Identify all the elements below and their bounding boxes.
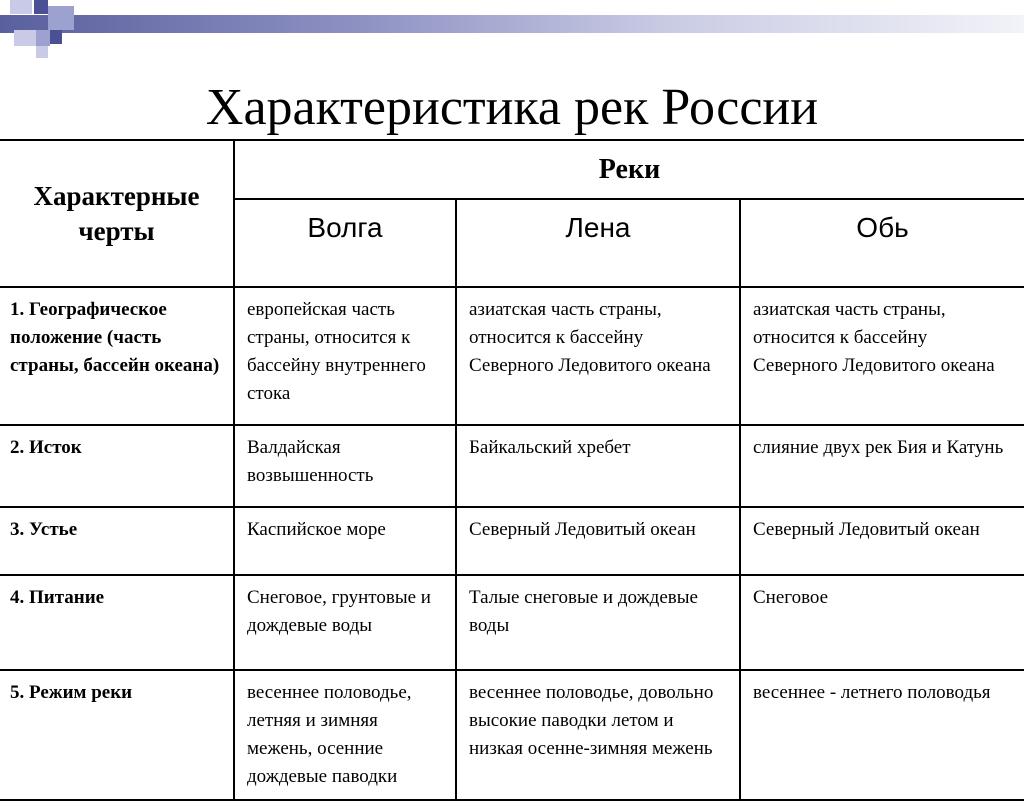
cell-ob-feeding: Снеговое: [740, 575, 1024, 670]
cell-volga-regime: весеннее половодье, летняя и зимняя межень, осенние дождевые паводки: [234, 670, 456, 800]
decor-square: [36, 30, 50, 46]
decor-square: [50, 30, 62, 44]
cell-lena-source: Байкальский хребет: [456, 425, 740, 507]
page-title: Характеристика рек России: [205, 79, 819, 136]
table-row: [0, 670, 1024, 800]
cell-volga-source: Валдайская возвышенность: [234, 425, 456, 507]
decor-gradient-bar: [0, 15, 1024, 33]
header-ob: Обь: [740, 199, 1024, 287]
table-row: [0, 575, 1024, 670]
cell-lena-regime: весеннее половодье, довольно высокие паводки летом и низкая осенне-зимняя межень: [456, 670, 740, 800]
decor-square: [36, 46, 48, 58]
decor-square: [48, 6, 74, 30]
cell-ob-geo: азиатская часть страны, относится к бассейну Северного Ледовитого океана: [740, 287, 1024, 425]
cell-ob-mouth: Северный Ледовитый океан: [740, 507, 1024, 575]
cell-lena-feeding: Талые снеговые и дождевые воды: [456, 575, 740, 670]
cell-volga-geo: европейская часть страны, относится к бассейну внутреннего стока: [234, 287, 456, 425]
row-label-regime: 5. Режим реки: [0, 670, 234, 800]
row-label-geo: 1. Географическое положение (часть страны, бассейн океана): [0, 287, 234, 425]
header-rivers: Реки: [234, 140, 1024, 199]
cell-volga-feeding: Снеговое, грунтовые и дождевые воды: [234, 575, 456, 670]
table-row: [0, 425, 1024, 507]
rivers-table: [0, 139, 1024, 801]
header-feature: Характерные черты: [0, 140, 234, 287]
decor-square: [14, 30, 36, 46]
cell-lena-mouth: Северный Ледовитый океан: [456, 507, 740, 575]
header-lena: Лена: [456, 199, 740, 287]
row-label-mouth: 3. Устье: [0, 507, 234, 575]
decor-square: [10, 0, 32, 14]
row-label-source: 2. Исток: [0, 425, 234, 507]
table-row: [0, 287, 1024, 425]
cell-ob-source: слияние двух рек Бия и Катунь: [740, 425, 1024, 507]
row-label-feeding: 4. Питание: [0, 575, 234, 670]
decor-square: [34, 0, 48, 14]
cell-lena-geo: азиатская часть страны, относится к бассейну Северного Ледовитого океана: [456, 287, 740, 425]
header-volga: Волга: [234, 199, 456, 287]
cell-volga-mouth: Каспийское море: [234, 507, 456, 575]
table-row: [0, 507, 1024, 575]
cell-ob-regime: весеннее - летнего половодья: [740, 670, 1024, 800]
